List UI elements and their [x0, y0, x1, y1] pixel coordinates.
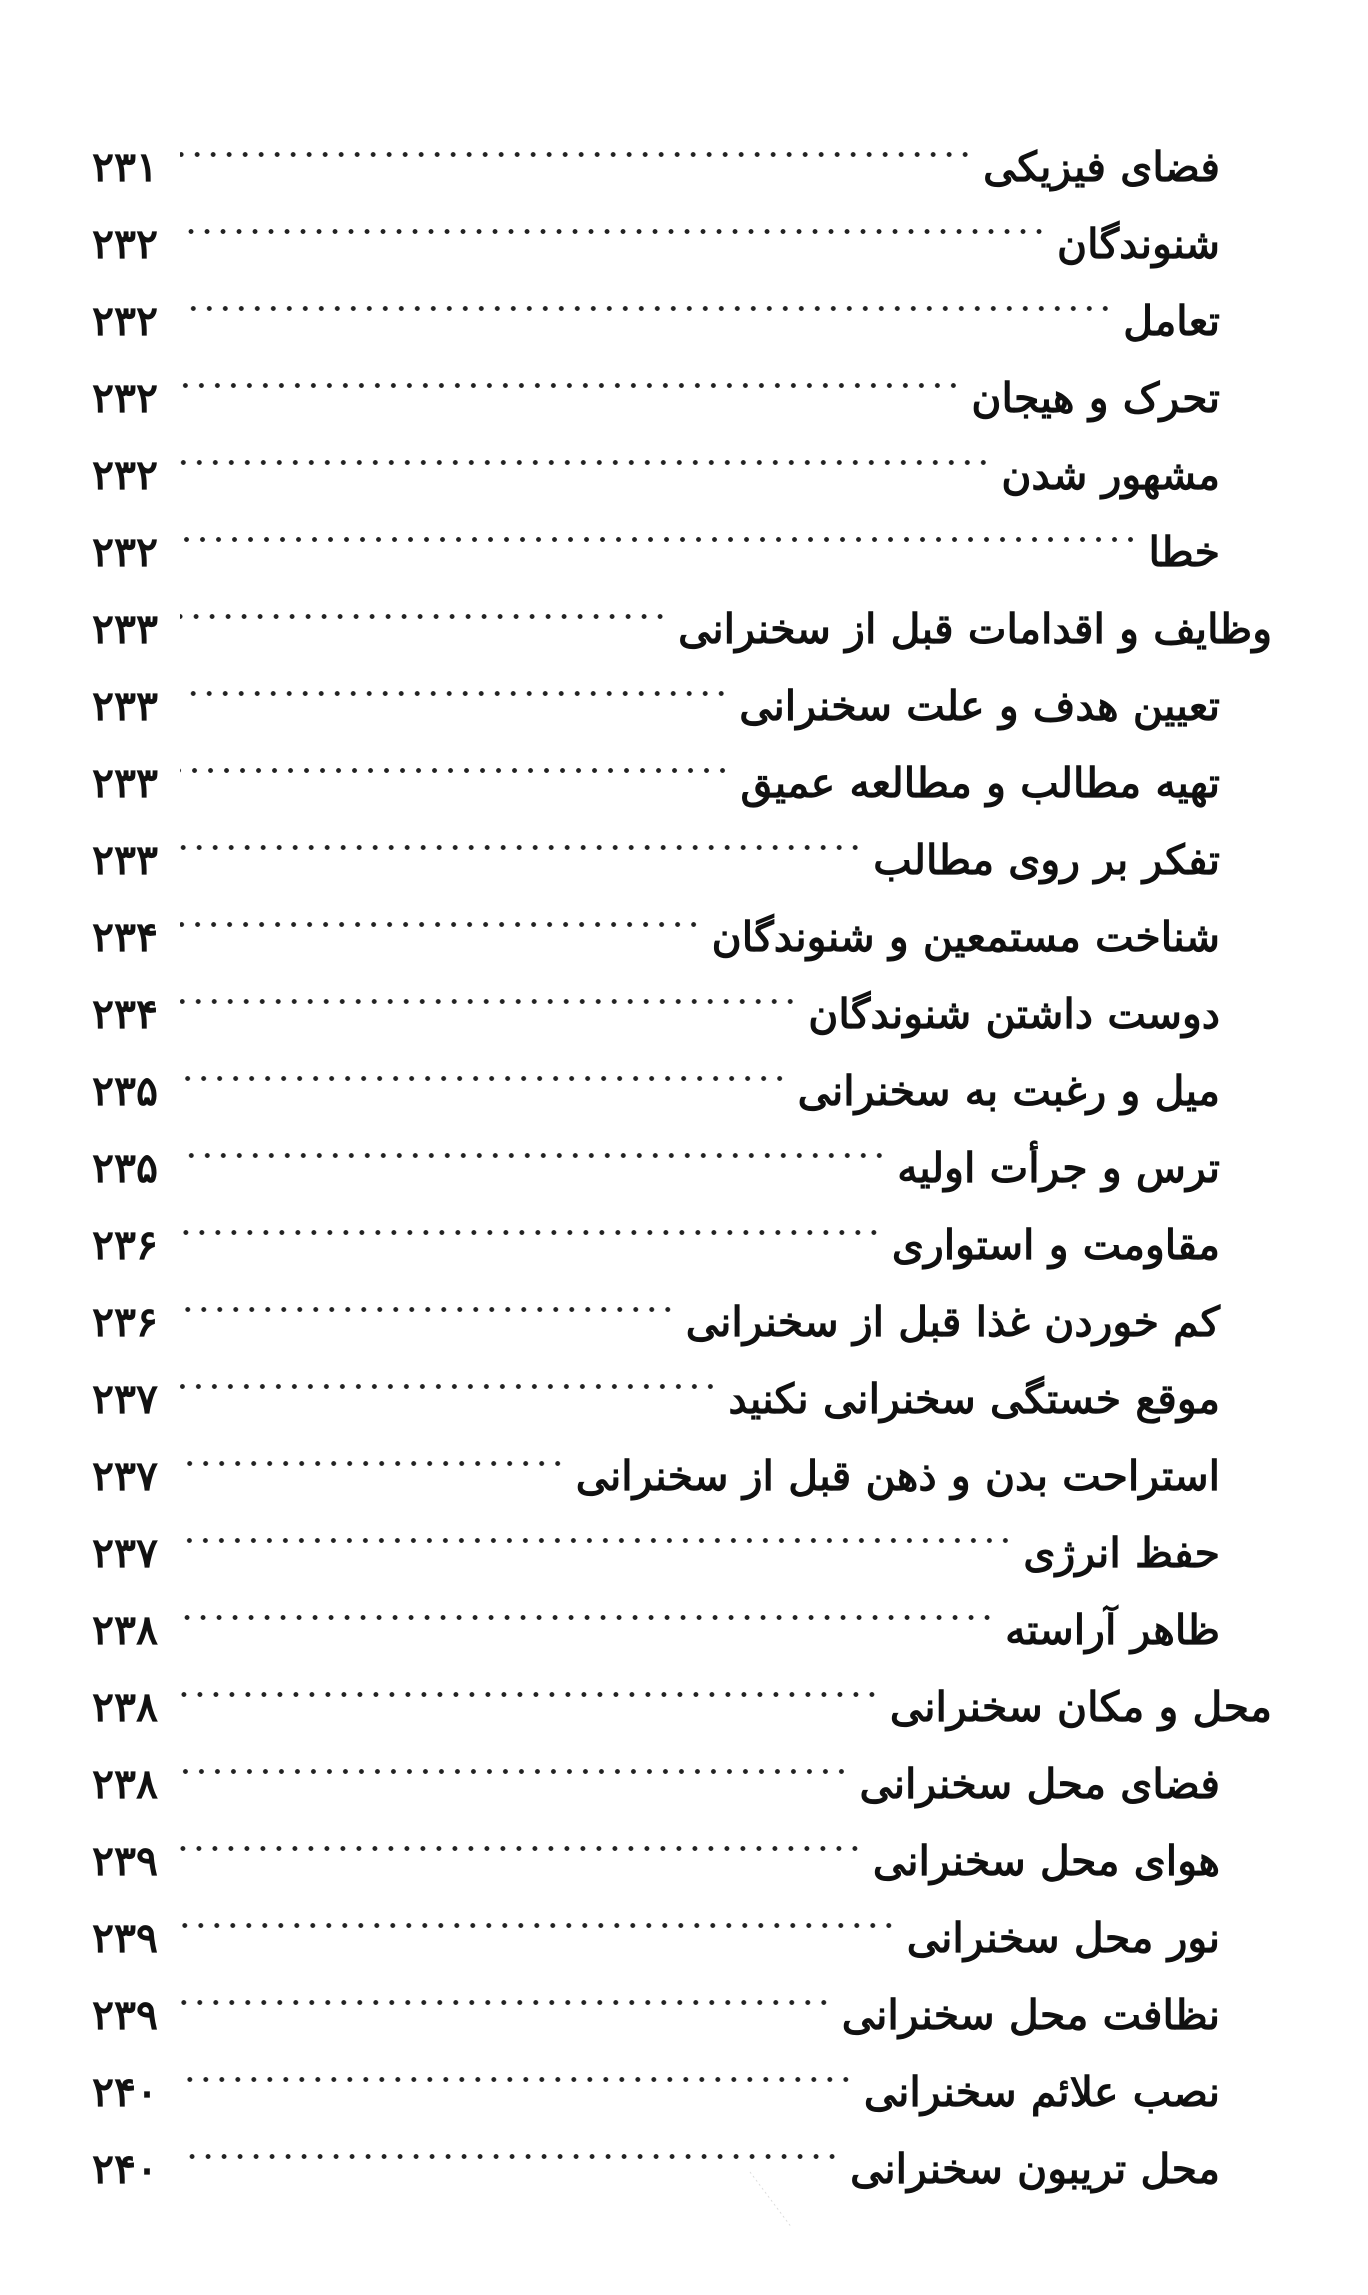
dot-leader [180, 1567, 995, 1644]
dot-leader [180, 2106, 840, 2183]
dot-leader [180, 1952, 832, 2029]
toc-entry [92, 258, 1272, 345]
toc-entry-title: حفظ انرژی [1023, 1529, 1220, 1577]
toc-entry-page: ۲۳۲ [92, 528, 159, 576]
toc-entry-page: ۲۳۷ [92, 1375, 159, 1423]
toc-entry-page: ۲۳۹ [92, 1991, 159, 2039]
dot-leader [180, 1644, 880, 1721]
dot-leader [180, 258, 1113, 335]
dot-leader [180, 1028, 788, 1105]
toc-entry-page: ۲۳۸ [92, 1760, 159, 1808]
toc-entry-title: تهیه مطالب و مطالعه عمیق [740, 759, 1220, 807]
toc-entry-title: شنوندگان [1057, 220, 1220, 268]
toc-entry-page: ۲۳۳ [92, 759, 159, 807]
dot-leader [180, 797, 863, 874]
toc-entry-page: ۲۳۶ [92, 1298, 159, 1346]
toc-entry-page: ۲۳۴ [92, 913, 159, 961]
toc-entry-page: ۲۳۴ [92, 990, 159, 1038]
toc-entry-page: ۲۳۷ [92, 1529, 159, 1577]
dot-leader [180, 1259, 676, 1336]
dot-leader [180, 181, 1047, 258]
toc-entry-page: ۲۳۸ [92, 1683, 159, 1731]
toc-entry-title: دوست داشتن شنوندگان [808, 990, 1220, 1038]
toc-entry-title: استراحت بدن و ذهن قبل از سخنرانی [575, 1452, 1220, 1500]
toc-entry-title: هوای محل سخنرانی [872, 1837, 1220, 1885]
dot-leader [180, 1336, 718, 1413]
toc-entry-page: ۲۳۸ [92, 1606, 159, 1654]
toc-entry-page: ۲۳۲ [92, 297, 159, 345]
dot-leader [180, 1105, 887, 1182]
dot-leader [180, 1490, 1013, 1567]
toc-entry-title: مقاومت و استواری [891, 1221, 1220, 1269]
toc-entry-page: ۲۳۷ [92, 1452, 159, 1500]
toc-entry-page: ۲۴۰ [92, 2068, 159, 2116]
toc-entry-page: ۲۴۰ [92, 2145, 159, 2193]
dot-leader [180, 874, 702, 951]
toc-entry-title: فضای فیزیکی [983, 143, 1220, 191]
toc-entry-title: نظافت محل سخنرانی [841, 1991, 1220, 2039]
toc-entry-page: ۲۳۲ [92, 220, 159, 268]
toc-entry-title: نصب علائم سخنرانی [863, 2068, 1220, 2116]
toc-entry-title: ترس و جرأت اولیه [897, 1144, 1220, 1192]
toc-entry-title: تفکر بر روی مطالب [873, 836, 1220, 884]
toc-entry-page: ۲۳۲ [92, 451, 159, 499]
toc-entry-title: ظاهر آراسته [1005, 1606, 1220, 1654]
toc-entry-title: نور محل سخنرانی [906, 1914, 1220, 1962]
dot-leader [180, 1182, 882, 1259]
toc-entry [92, 335, 1272, 422]
table-of-contents [92, 104, 1272, 2193]
toc-entry-page: ۲۳۳ [92, 682, 159, 730]
toc-entry-page: ۲۳۲ [92, 374, 159, 422]
toc-entry-title: تعامل [1123, 297, 1220, 345]
dot-leader [180, 643, 729, 720]
toc-entry-title: تحرک و هیجان [971, 374, 1220, 422]
toc-entry-title: شناخت مستمعین و شنوندگان [711, 913, 1220, 961]
dot-leader [180, 489, 1139, 566]
toc-entry-title: محل تریبون سخنرانی [850, 2145, 1220, 2193]
dot-leader [180, 1721, 849, 1798]
toc-entry-title: مشهور شدن [1001, 451, 1220, 499]
toc-entry-title: محل و مکان سخنرانی [889, 1683, 1272, 1731]
toc-entry [92, 566, 1272, 653]
toc-entry-page: ۲۳۳ [92, 836, 159, 884]
toc-entry-title: خطا [1148, 528, 1220, 576]
toc-entry-page: ۲۳۶ [92, 1221, 159, 1269]
dot-leader [180, 1875, 897, 1952]
toc-entry-title: موقع خستگی سخنرانی نکنید [728, 1375, 1220, 1423]
toc-entry-title: فضای محل سخنرانی [859, 1760, 1220, 1808]
toc-entry-title: وظایف و اقدامات قبل از سخنرانی [678, 605, 1272, 653]
toc-entry [92, 489, 1272, 576]
toc-entry-page: ۲۳۵ [92, 1144, 159, 1192]
dot-leader [180, 1413, 566, 1490]
dot-leader [180, 1798, 863, 1875]
dot-leader [180, 104, 973, 181]
toc-entry-title: کم خوردن غذا قبل از سخنرانی [685, 1298, 1220, 1346]
toc-entry-page: ۲۳۳ [92, 605, 159, 653]
dot-leader [180, 335, 961, 412]
toc-entry-title: میل و رغبت به سخنرانی [797, 1067, 1220, 1115]
toc-entry-page: ۲۳۹ [92, 1837, 159, 1885]
dot-leader [180, 566, 668, 643]
dot-leader [180, 2029, 854, 2106]
scan-artifact-icon [748, 2170, 794, 2230]
dot-leader [180, 951, 798, 1028]
toc-entry-page: ۲۳۵ [92, 1067, 159, 1115]
toc-entry-page: ۲۳۱ [92, 143, 159, 191]
dot-leader [180, 412, 991, 489]
toc-entry [92, 104, 1272, 191]
toc-entry-page: ۲۳۹ [92, 1914, 159, 1962]
toc-entry-title: تعیین هدف و علت سخنرانی [739, 682, 1220, 730]
dot-leader [180, 720, 731, 797]
